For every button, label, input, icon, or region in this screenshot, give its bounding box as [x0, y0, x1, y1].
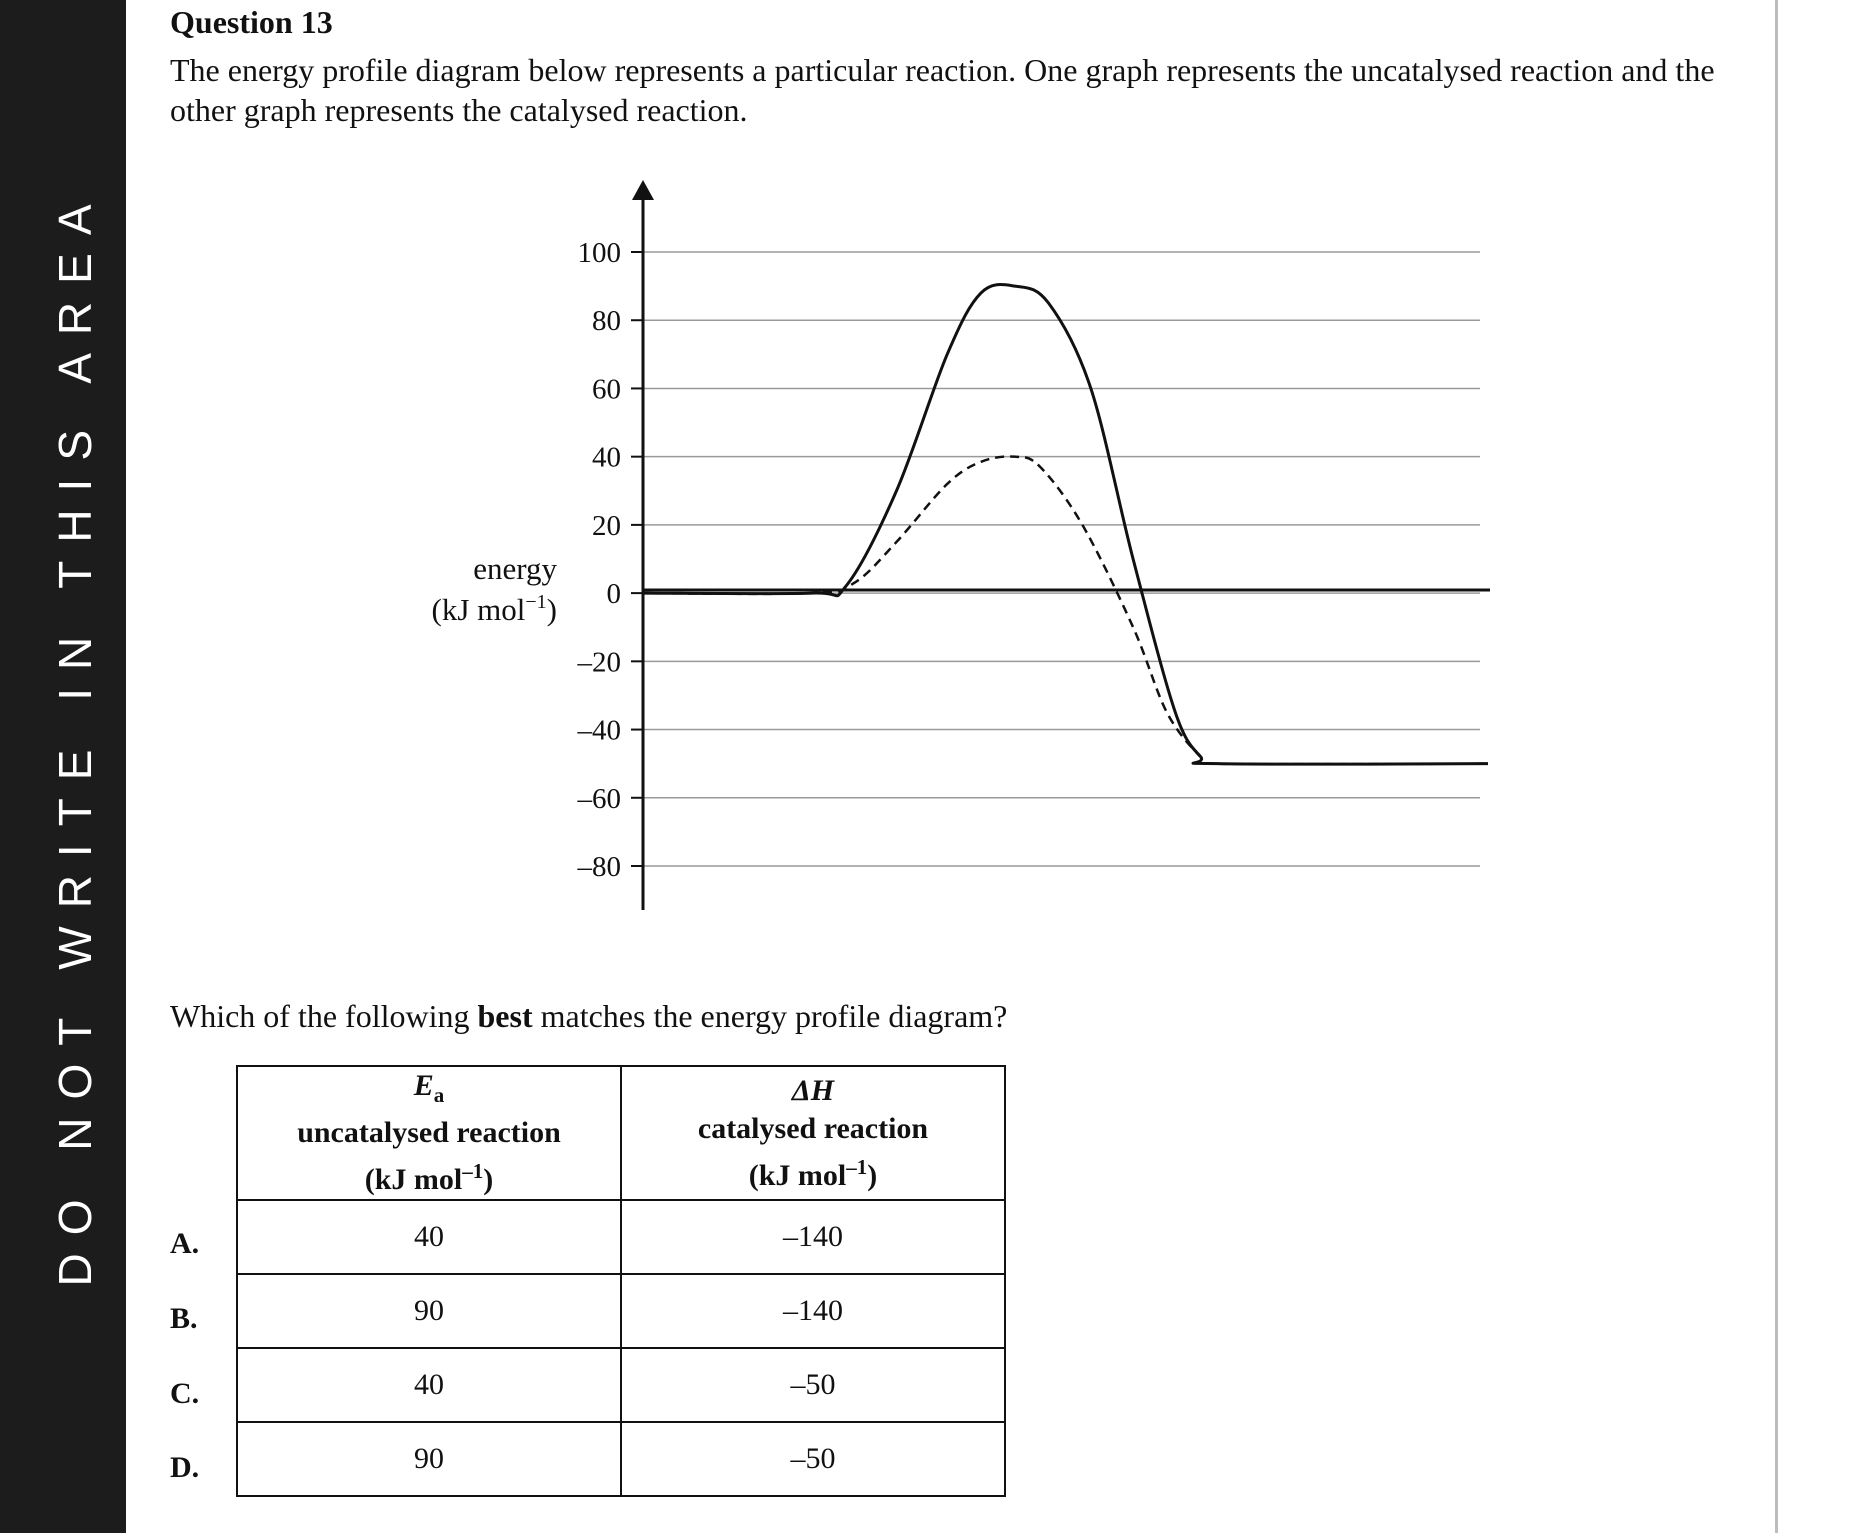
y-tick-label: 60	[592, 373, 621, 406]
prompt-bold: best	[477, 998, 533, 1034]
dh-cell: –50	[621, 1348, 1005, 1422]
dashed-series-line	[643, 456, 1488, 764]
y-axis-label-line1: energy	[473, 551, 557, 586]
table-row	[237, 1422, 1005, 1496]
chart-gridlines	[643, 252, 1480, 866]
ea-cell: 90	[237, 1422, 621, 1496]
y-tick-label: –60	[577, 782, 621, 815]
y-tick-label: 0	[606, 578, 621, 611]
answer-table	[236, 1065, 1006, 1497]
dh-cell: –50	[621, 1422, 1005, 1496]
question-prompt	[170, 998, 1007, 1035]
dh-cell: –140	[621, 1200, 1005, 1274]
y-tick-label: –40	[577, 714, 621, 747]
option-label-c[interactable]: C.	[170, 1377, 200, 1410]
dh-cell: –140	[621, 1274, 1005, 1348]
prompt-before: Which of the following	[170, 998, 478, 1034]
option-label-a[interactable]: A.	[170, 1227, 200, 1260]
option-label-d[interactable]: D.	[170, 1451, 200, 1484]
header-enthalpy-change: ΔH catalysed reaction (kJ mol$^{-1}$)	[621, 1066, 1005, 1200]
table-row	[237, 1200, 1005, 1274]
prompt-after: matches the energy profile diagram?	[532, 998, 1008, 1034]
question-title: Question 13	[170, 4, 333, 40]
y-tick-label: 20	[592, 509, 621, 542]
ea-cell: 90	[237, 1274, 621, 1348]
option-label-b[interactable]: B.	[170, 1302, 198, 1335]
table-row	[237, 1274, 1005, 1348]
y-tick-label: 40	[592, 441, 621, 474]
header-activation-energy: $E_a$ uncatalysed reaction (kJ mol$^{-1}$)	[237, 1066, 621, 1200]
y-tick-label: –20	[577, 646, 621, 679]
y-tick-label: 100	[577, 237, 621, 269]
table-row	[237, 1348, 1005, 1422]
y-axis-arrow-icon	[632, 180, 654, 200]
margin-warning-text: DO NOT WRITE IN THIS AREA	[49, 186, 101, 1287]
y-tick-label: 80	[592, 305, 621, 338]
y-axis-label-line2: (kJ mol$^{-1}$)	[431, 591, 557, 627]
ea-cell: 40	[237, 1200, 621, 1274]
y-tick-label: –80	[577, 851, 621, 883]
ea-cell: 40	[237, 1348, 621, 1422]
question-text: The energy profile diagram below represents a particular reaction. One graph represents the uncatalysed reaction and the other graph represents the catalysed reaction.	[170, 52, 1715, 128]
y-axis-ticks	[577, 237, 644, 883]
table-header-row	[237, 1066, 1005, 1200]
